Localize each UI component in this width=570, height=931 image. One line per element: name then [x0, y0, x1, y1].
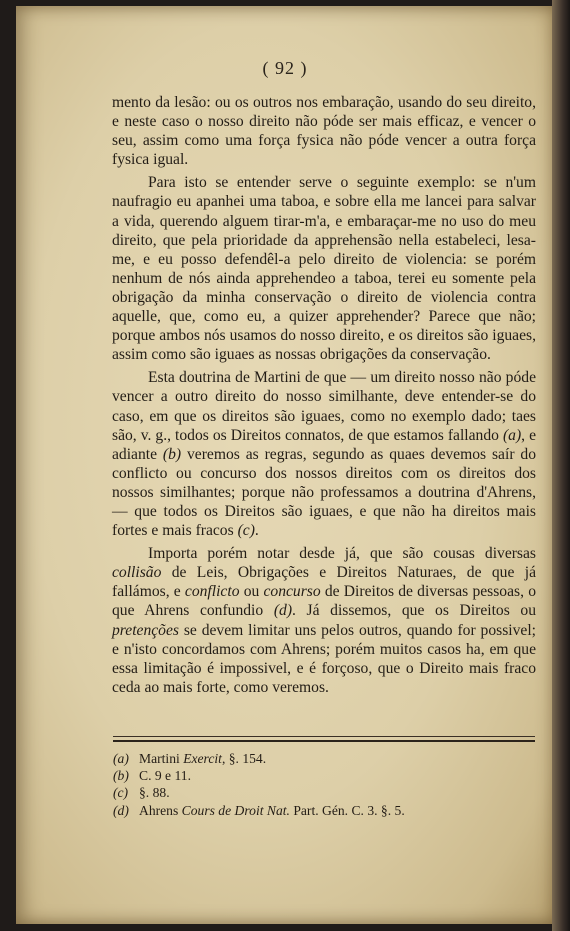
- text-run: de Leis, Obrigações e Direitos Naturaes, de que já fallámos, e: [112, 564, 536, 601]
- italic-text-run: (c): [237, 522, 255, 540]
- paragraph: [112, 544, 536, 697]
- footnotes: [113, 750, 535, 819]
- italic-text-run: (a): [502, 426, 522, 444]
- footnote: [113, 750, 535, 767]
- text-run: Esta doutrina de Martini de que — um direito nosso não póde vencer a outro direito do nosso similhante, deve entender-se do caso, em que os direitos são iguaes, como no exemplo dado; taes são, v. g., todos os Direitos connatos, de que estamos fallando: [112, 369, 536, 444]
- text-run: mento da lesão: ou os outros nos embaração, usando do seu direito, e neste caso o nosso direito não póde ser mais efficaz, e vencer o seu, assim como uma força fysica não póde vencer a outra força fysica igual.: [112, 94, 536, 169]
- footnote-text: [139, 767, 191, 784]
- paragraph: [112, 173, 536, 364]
- text-run: Martini: [139, 751, 184, 766]
- footnote: [113, 767, 535, 784]
- italic-text-run: (d): [273, 602, 293, 620]
- text-run: veremos as regras, segundo as quaes devemos saír do conflicto ou concurso dos nossos direitos com os direitos dos nossos similhantes; porque não professamos a doutrina d'Ahrens, — que todos os Direitos são iguaes, e que não ha direitos mais fortes e mais fracos: [112, 445, 536, 540]
- footnote-mark: (d): [113, 802, 129, 818]
- footnote-rule-thick: [113, 740, 535, 742]
- paragraph: [112, 93, 536, 169]
- italic-text-run: conflicto: [184, 583, 240, 601]
- italic-text-run: concurso: [263, 583, 321, 601]
- text-run: C. 9 e 11.: [139, 768, 191, 784]
- footnote: [113, 802, 535, 819]
- footnote: [113, 784, 535, 801]
- italic-text-run: Cours de Droit Nat.: [181, 802, 290, 818]
- text-run: de Direitos de diversas pessoas, o que Ahrens confundio: [112, 583, 536, 620]
- footnote-rule-thin: [113, 736, 535, 737]
- italic-text-run: pretenções: [112, 621, 179, 639]
- text-run: . Já dissemos, que os Direitos ou: [292, 602, 536, 620]
- footnote-mark: (a): [113, 751, 129, 766]
- footnote-text: [139, 784, 170, 801]
- italic-text-run: (b): [162, 445, 182, 463]
- footnote-text: [139, 802, 405, 819]
- footnote-text: [139, 750, 266, 767]
- page-number: ( 92 ): [262, 58, 308, 78]
- body-text: [112, 93, 536, 701]
- page-edge-shadow: [552, 0, 570, 931]
- text-run: Ahrens: [139, 802, 182, 818]
- text-run: , §. 154.: [221, 751, 267, 766]
- text-run: §. 88.: [139, 785, 170, 801]
- italic-text-run: Exercit: [183, 751, 222, 766]
- text-run: , e adiante: [112, 426, 536, 463]
- text-run: ou: [239, 583, 264, 601]
- paragraph: [112, 368, 536, 540]
- text-run: se devem limitar uns pelos outros, quando for possivel; e n'isto concordamos com Ahrens; porém muitos casos ha, em que essa limitação é impossivel, e é forçoso, que o Direito mais fraco ceda ao mais forte, como veremos.: [112, 621, 536, 696]
- italic-text-run: collisão: [112, 564, 162, 582]
- text-run: Para isto se entender serve o seguinte exemplo: se n'um naufragio eu apanhei uma taboa, e sobre ella me lancei para salvar a vida, querendo alguem tirar-m'a, e embaraçar-me no uso do meu direito, que pela prioridade da apprehensão nella estabeleci, lesa-me, e eu posso defendêl-a pelo direito de violencia: se porém nenhum de nós ainda apprehendeo a taboa, terei eu somente pela obrigação da minha conservação o direito de violencia contra aquelle, que, como eu, a quizer apprehender? Parece que não; porque ambos nós usamos do nosso direito, e os direitos são iguaes, assim como são iguaes as nossas obrigações da conservação.: [112, 174, 536, 364]
- text-run: .: [254, 522, 259, 540]
- footnote-mark: (b): [113, 768, 129, 784]
- text-run: Importa porém notar desde já, que são cousas diversas: [148, 545, 536, 563]
- footnote-mark: (c): [113, 785, 129, 801]
- text-run: Part. Gén. C. 3. §. 5.: [289, 802, 405, 818]
